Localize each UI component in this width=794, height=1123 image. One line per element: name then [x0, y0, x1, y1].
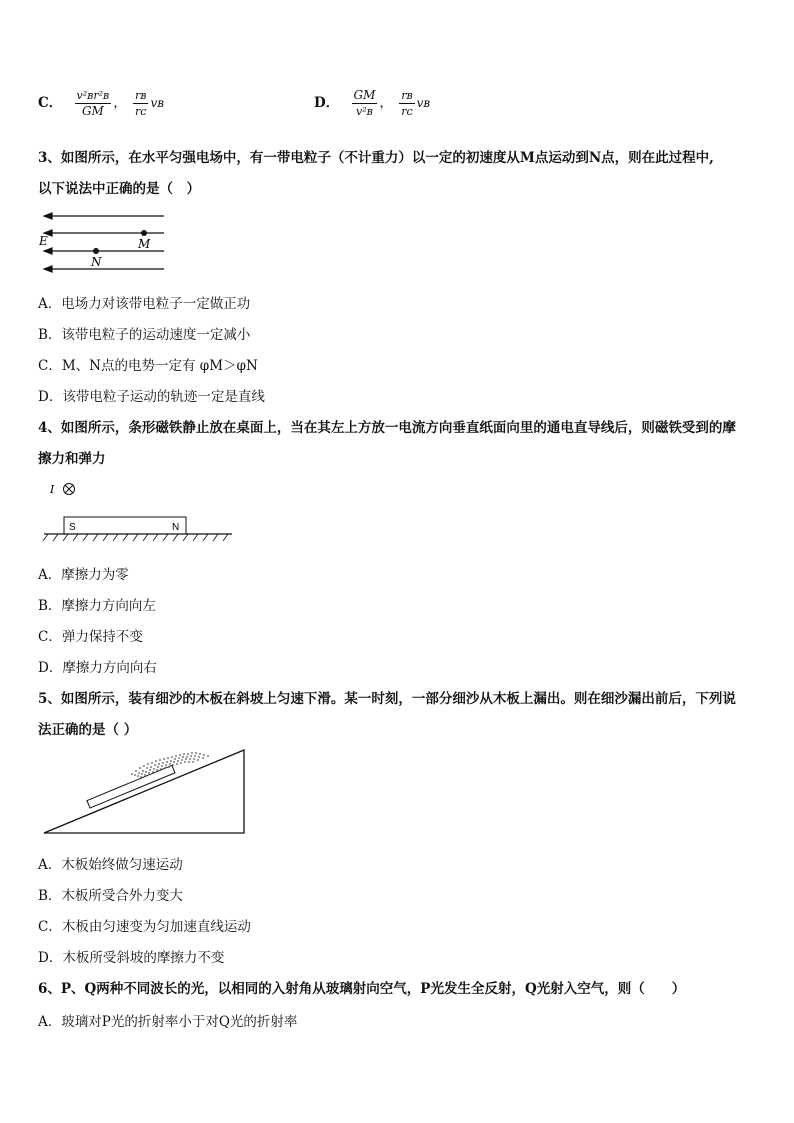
- wooden-board: [87, 765, 175, 808]
- q2-option-d: D． $\frac{GM}{\text{v²ʙ}}$ ， $\frac{\text{rʙ}}{\text{rᴄ}}$ vʙ: [314, 88, 431, 118]
- q6-option-a: A．玻璃对P光的折射率小于对Q光的折射率: [38, 1014, 298, 1030]
- point-m-dot: [141, 230, 147, 236]
- electric-field-diagram: [38, 208, 178, 276]
- q2-d-fraction-1: $\frac{GM}{\text{v²ʙ}}$: [353, 88, 376, 118]
- current-label-i: I: [50, 483, 55, 496]
- q4-option-d: D．摩擦力方向向右: [38, 660, 157, 676]
- q5-option-c: C．木板由匀速变为匀加速直线运动: [38, 919, 251, 935]
- q5-option-a: A．木板始终做匀速运动: [38, 857, 183, 873]
- point-m-label: M: [138, 237, 151, 251]
- q2-option-c-label: C．: [38, 95, 63, 111]
- q5-stem-line-1: 5、如图所示，装有细沙的木板在斜坡上匀速下滑。某一时刻，一部分细沙从木板上漏出。则在细沙漏出前后，下列说: [38, 691, 736, 707]
- incline-slope: [44, 750, 244, 833]
- q4-option-a: A．摩擦力为零: [38, 567, 129, 583]
- q3-option-d: D．该带电粒子运动的轨迹一定是直线: [38, 389, 265, 405]
- q2-c-fraction-1: $\frac{\text{v²ʙr²ʙ}}{GM}$: [76, 89, 110, 118]
- q2-c-fraction-2: $\frac{\text{rʙ}}{\text{rᴄ}}$: [135, 89, 147, 118]
- q4-option-b: B．摩擦力方向向左: [38, 598, 156, 614]
- q3-stem-line-1: 3、如图所示，在水平匀强电场中，有一带电粒子（不计重力）以一定的初速度从M点运动到N点，则在此过程中,: [38, 150, 714, 166]
- q5-option-d: D．木板所受斜坡的摩擦力不变: [38, 950, 225, 966]
- ground-hatching: [43, 534, 228, 541]
- magnet-pole-n: N: [172, 522, 180, 533]
- q4-option-c: C．弹力保持不变: [38, 629, 143, 645]
- q4-stem-line-1: 4、如图所示，条形磁铁静止放在桌面上，当在其左上方放一电流方向垂直纸面向里的通电直导线后，则磁铁受到的摩: [38, 420, 736, 436]
- q3-option-b: B．该带电粒子的运动速度一定减小: [38, 327, 251, 343]
- q2-d-fraction-2: $\frac{\text{rʙ}}{\text{rᴄ}}$: [401, 89, 413, 118]
- q4-stem-line-2: 擦力和弹力: [38, 451, 106, 467]
- magnet-pole-s: S: [69, 522, 76, 533]
- magnet-wire-diagram: [40, 478, 236, 548]
- current-into-page-icon: [64, 484, 75, 495]
- point-n-dot: [93, 248, 99, 254]
- q5-stem-line-2: 法正确的是（ ）: [38, 722, 138, 738]
- incline-sand-board-diagram: [40, 746, 250, 838]
- q3-option-a: A．电场力对该带电粒子一定做正功: [38, 296, 251, 312]
- bar-magnet: [64, 517, 186, 534]
- field-label-e: E: [39, 234, 48, 248]
- q2-option-c: C． $\frac{\text{v²ʙr²ʙ}}{GM}$ ， $\frac{\text{rʙ}}{\text{rᴄ}}$ vʙ: [38, 89, 165, 118]
- q6-stem-line-1: 6、P、Q两种不同波长的光，以相同的入射角从玻璃射向空气，P光发生全反射，Q光射入空气，则（ ）: [38, 981, 686, 997]
- point-n-label: N: [91, 255, 102, 269]
- q2-option-d-label: D．: [314, 95, 340, 111]
- q3-stem-line-2: 以下说法中正确的是（ ）: [38, 181, 200, 197]
- q5-option-b: B．木板所受合外力变大: [38, 888, 183, 904]
- q3-option-c: C．M、N点的电势一定有 φM＞φN: [38, 358, 258, 374]
